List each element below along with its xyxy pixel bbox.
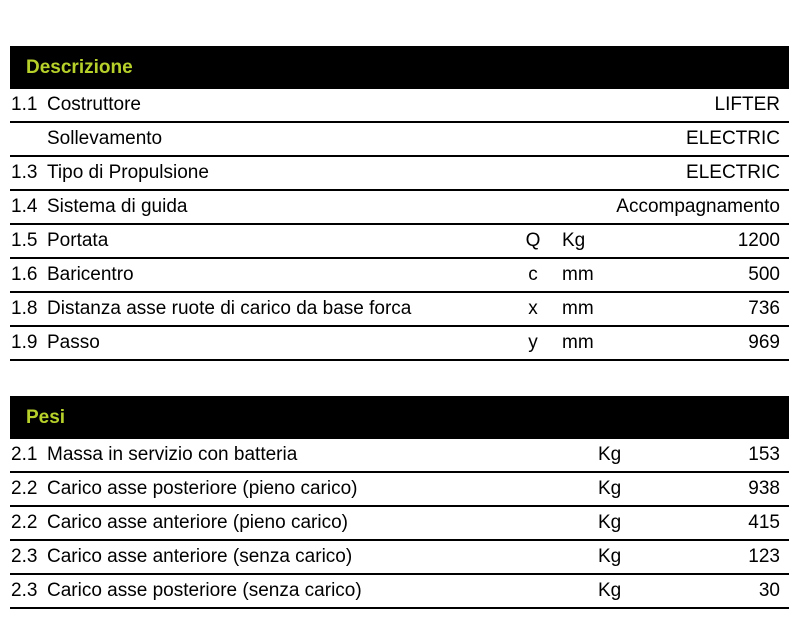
- table-row: [10, 157, 789, 191]
- row-label: Sistema di guida: [47, 196, 188, 217]
- row-unit: Kg: [598, 546, 622, 567]
- row-label: Passo: [47, 332, 100, 353]
- table-row: [10, 225, 789, 259]
- row-symbol: c: [528, 264, 538, 285]
- row-unit: Kg: [598, 478, 622, 499]
- row-unit: Kg: [562, 230, 586, 251]
- row-value: 500: [748, 264, 780, 285]
- row-value: 938: [748, 478, 780, 499]
- row-label: Massa in servizio con batteria: [47, 444, 298, 465]
- row-number: 2.3: [11, 546, 38, 567]
- row-value: 1200: [737, 230, 780, 251]
- row-unit: mm: [562, 298, 594, 319]
- row-label: Carico asse posteriore (senza carico): [47, 580, 362, 601]
- row-label: Carico asse anteriore (pieno carico): [47, 512, 348, 533]
- section-header: [10, 396, 789, 439]
- row-number: 1.3: [11, 162, 38, 183]
- row-value: Accompagnamento: [616, 196, 780, 217]
- row-unit: Kg: [598, 444, 622, 465]
- row-label: Baricentro: [47, 264, 134, 285]
- table-row: [10, 123, 789, 157]
- row-number: 1.4: [11, 196, 38, 217]
- row-number: 2.3: [11, 580, 38, 601]
- section-title: Pesi: [26, 406, 66, 428]
- table-row: [10, 191, 789, 225]
- row-number: 1.8: [11, 298, 38, 319]
- row-unit: Kg: [598, 512, 622, 533]
- row-unit: Kg: [598, 580, 622, 601]
- row-symbol: Q: [525, 230, 541, 251]
- row-value: 153: [748, 444, 780, 465]
- row-label: Distanza asse ruote di carico da base forca: [47, 298, 412, 319]
- row-value: 736: [748, 298, 780, 319]
- row-symbol: y: [528, 332, 538, 353]
- row-label: Carico asse anteriore (senza carico): [47, 546, 353, 567]
- row-number: 1.9: [11, 332, 38, 353]
- section-header: [10, 46, 789, 89]
- table-row: [10, 507, 789, 541]
- row-label: Costruttore: [47, 94, 141, 115]
- row-number: 2.2: [11, 478, 38, 499]
- row-value: 415: [748, 512, 780, 533]
- row-number: 1.1: [11, 94, 38, 115]
- row-value: LIFTER: [714, 94, 780, 115]
- section-descrizione: [10, 46, 789, 361]
- row-label: Carico asse posteriore (pieno carico): [47, 478, 358, 499]
- section-pesi: [10, 396, 789, 609]
- table-row: [10, 473, 789, 507]
- row-number: 2.1: [11, 444, 38, 465]
- section-title: Descrizione: [26, 56, 133, 78]
- row-label: Sollevamento: [47, 128, 163, 149]
- row-unit: mm: [562, 264, 594, 285]
- row-number: 1.5: [11, 230, 38, 251]
- row-value: 969: [748, 332, 780, 353]
- table-row: [10, 293, 789, 327]
- row-value: ELECTRIC: [686, 128, 780, 149]
- row-value: 123: [748, 546, 780, 567]
- row-value: 30: [758, 580, 780, 601]
- table-row: [10, 439, 789, 473]
- row-value: ELECTRIC: [686, 162, 780, 183]
- table-row: [10, 259, 789, 293]
- table-row: [10, 541, 789, 575]
- row-label: Tipo di Propulsione: [47, 162, 209, 183]
- row-unit: mm: [562, 332, 594, 353]
- row-symbol: x: [528, 298, 538, 319]
- table-row: [10, 89, 789, 123]
- table-row: [10, 575, 789, 609]
- row-number: 2.2: [11, 512, 38, 533]
- row-number: 1.6: [11, 264, 38, 285]
- table-row: [10, 327, 789, 361]
- row-label: Portata: [47, 230, 109, 251]
